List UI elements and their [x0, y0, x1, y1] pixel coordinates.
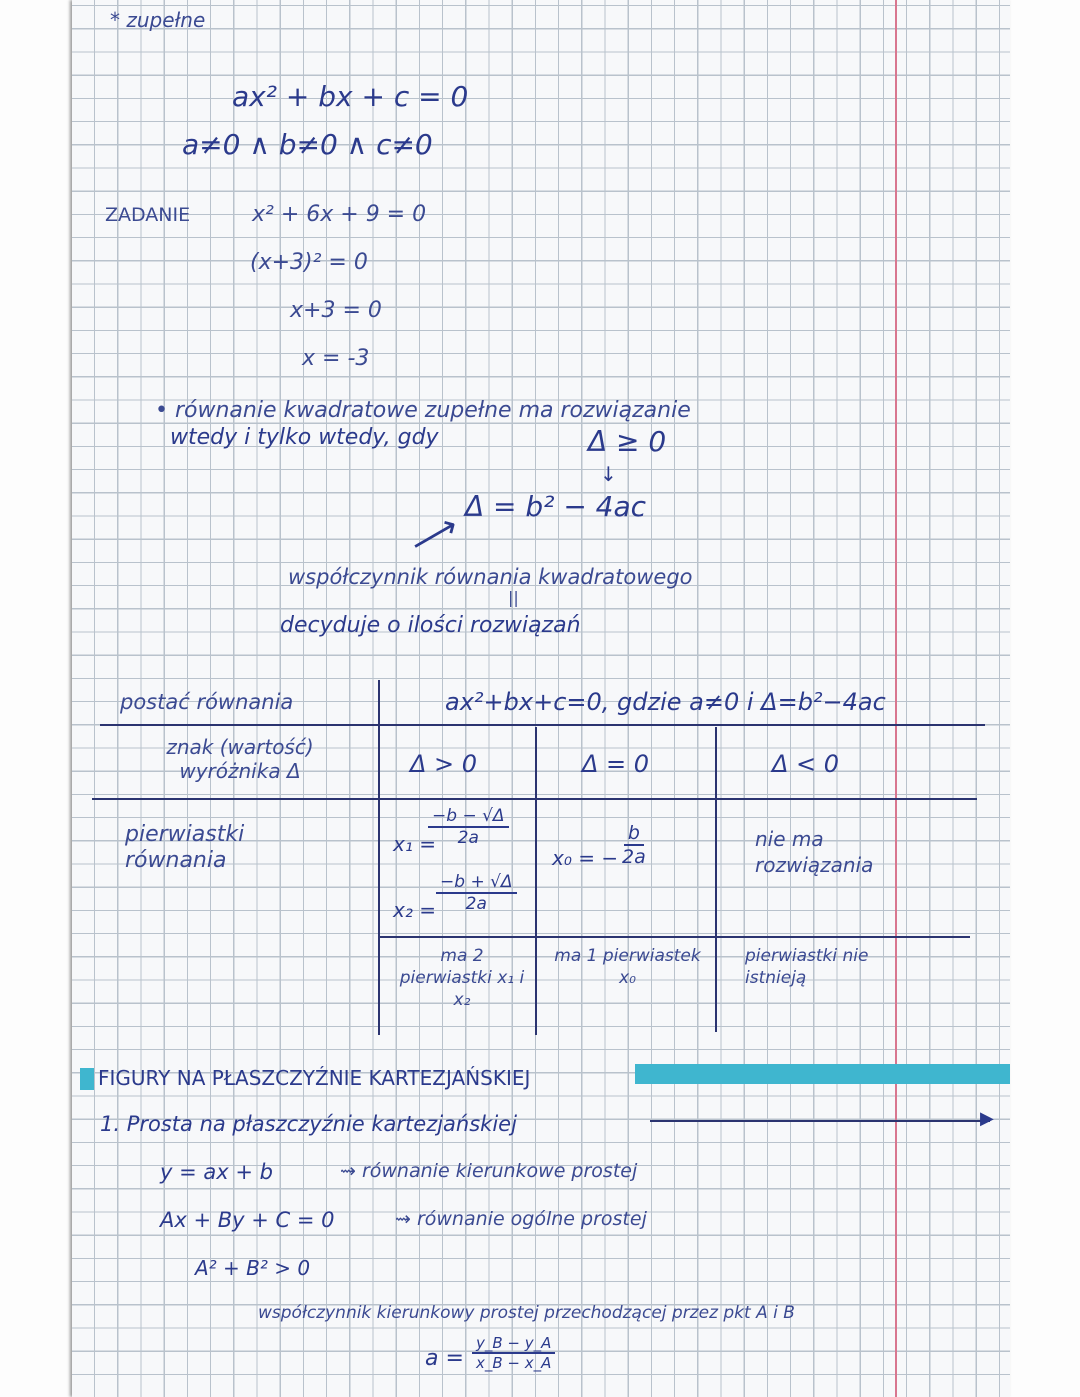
table-line [380, 936, 970, 938]
row-header-roots: pierwiastki równania [125, 822, 245, 873]
table-line [378, 680, 380, 1035]
item-1: 1. Prosta na płaszczyźnie kartezjańskiej [100, 1112, 517, 1136]
eq-slope-intercept-desc: ⇝ równanie kierunkowe prostej [340, 1160, 638, 1182]
delta-condition: Δ ≥ 0 [588, 425, 667, 458]
eq-general-desc: ⇝ równanie ogólne prostej [395, 1208, 647, 1230]
x1-numerator: −b − √Δ [428, 806, 509, 828]
slope-fraction [472, 1334, 555, 1372]
highlight-marker [80, 1068, 94, 1090]
summary-two-roots: ma 2 pierwiastki x₁ i x₂ [399, 946, 525, 1010]
x2-denominator: 2a [465, 894, 487, 914]
row-header-sign: znak (wartość) wyróżnika Δ [166, 735, 314, 783]
case-negative: Δ < 0 [772, 750, 840, 778]
eq-general-condition: A² + B² > 0 [195, 1256, 311, 1280]
note-line-1: • równanie kwadratowe zupełne ma rozwiązanie [155, 398, 691, 423]
slope-label: a = [425, 1346, 464, 1371]
equals-sign: || [508, 588, 519, 607]
eq-general: Ax + By + C = 0 [160, 1208, 335, 1232]
x0-denominator: 2a [622, 846, 646, 868]
case-zero: Δ = 0 [582, 750, 650, 778]
table-line [715, 727, 717, 1032]
task-step-1: x² + 6x + 9 = 0 [252, 202, 427, 227]
summary-no-roots: pierwiastki nie istnieją [745, 946, 869, 988]
slope-text: współczynnik kierunkowy prostej przechodzącej przez pkt A i B [258, 1303, 795, 1323]
row-header-form: postać równania [120, 690, 294, 714]
task-step-4: x = -3 [302, 346, 370, 371]
margin-line [895, 0, 897, 1397]
table-line [100, 724, 985, 726]
decides-text: decyduje o ilości rozwiązań [280, 613, 581, 638]
row-value-form: ax²+bx+c=0, gdzie a≠0 i Δ=b²−4ac [445, 688, 886, 716]
section-heading: FIGURY NA PŁASZCZYŹNIE KARTEZJAŃSKIEJ [98, 1066, 531, 1090]
x1-denominator: 2a [457, 828, 479, 848]
x1-label: x₁ = [393, 832, 436, 856]
case-positive: Δ > 0 [410, 750, 478, 778]
arrow-up-right-icon: ⟶ [403, 505, 466, 565]
x2-fraction [436, 872, 517, 914]
delta-formula: Δ = b² − 4ac [465, 490, 647, 523]
slope-denominator: x_B − x_A [476, 1354, 552, 1372]
x2-label: x₂ = [393, 898, 436, 922]
x0-numerator: b [624, 822, 644, 846]
no-solution: nie ma rozwiązania [755, 827, 874, 877]
task-label: ZADANIE [105, 204, 191, 226]
coefficient-text: współczynnik równania kwadratowego [288, 565, 693, 589]
heading-zupelne: * zupełne [110, 8, 206, 32]
summary-one-root: ma 1 pierwiastek x₀ [554, 946, 701, 988]
x0-fraction [622, 822, 646, 868]
task-step-3: x+3 = 0 [290, 298, 382, 323]
x2-numerator: −b + √Δ [436, 872, 517, 894]
arrow-down-icon: ↓ [600, 462, 617, 486]
x0-label: x₀ = − [552, 846, 619, 870]
arrow-right-line [650, 1120, 990, 1122]
arrow-right-icon: ▶ [980, 1108, 994, 1129]
general-form: ax² + bx + c = 0 [232, 80, 469, 113]
conditions: a≠0 ∧ b≠0 ∧ c≠0 [182, 128, 433, 161]
table-line [535, 727, 537, 1035]
task-step-2: (x+3)² = 0 [250, 250, 368, 275]
eq-slope-intercept: y = ax + b [160, 1160, 273, 1184]
x1-fraction [428, 806, 509, 848]
slope-numerator: y_B − y_A [472, 1334, 555, 1354]
note-line-2: wtedy i tylko wtedy, gdy [170, 425, 439, 450]
highlight-marker [635, 1064, 1010, 1084]
